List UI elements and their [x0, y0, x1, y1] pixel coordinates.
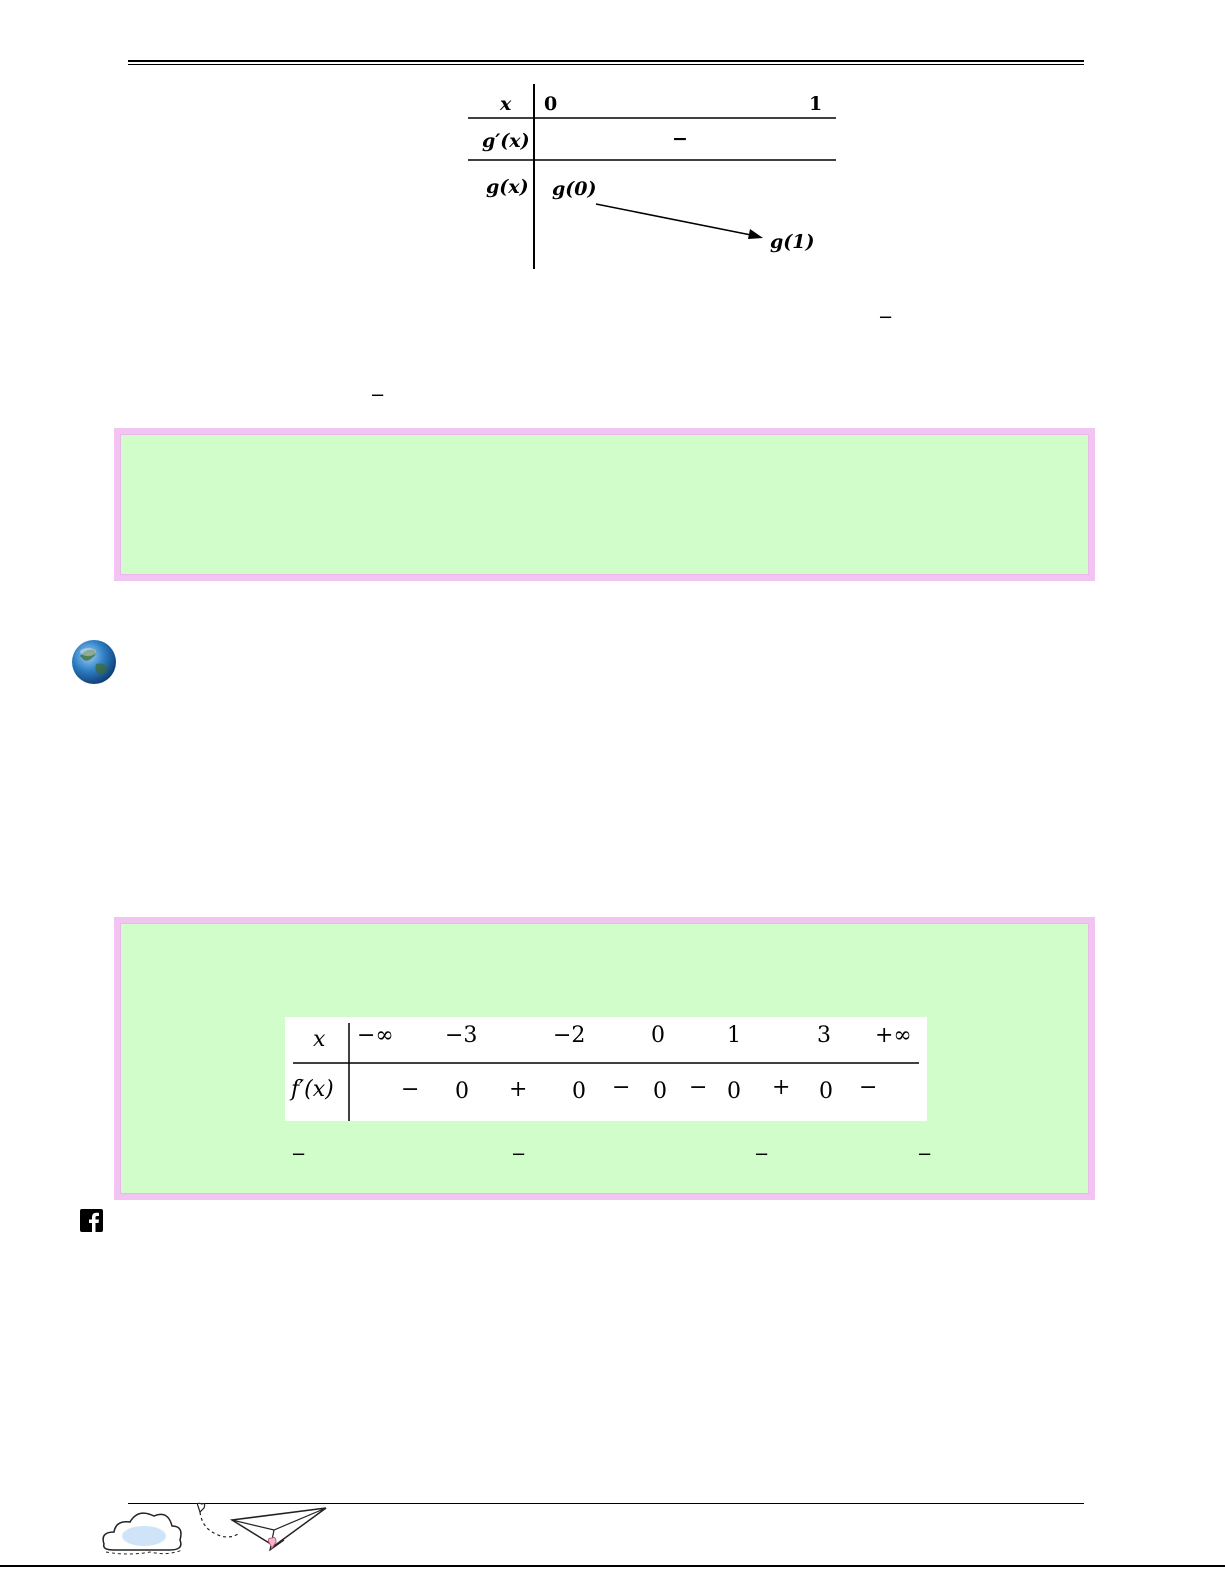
x-value: 3 — [817, 1023, 831, 1048]
sign-cell: + — [509, 1077, 528, 1102]
g-start: g(0) — [552, 178, 597, 200]
stray-dash: − — [370, 385, 386, 406]
x-value: −∞ — [357, 1023, 394, 1048]
x-value: −3 — [445, 1023, 478, 1048]
sign-cell: − — [689, 1075, 708, 1100]
arrowhead — [748, 229, 763, 239]
facebook-icon[interactable] — [80, 1209, 103, 1232]
sign-cell: 0 — [455, 1079, 469, 1104]
stray-dash: − — [754, 1144, 770, 1165]
globe-icon — [70, 638, 118, 686]
stray-dash: − — [917, 1144, 933, 1165]
x-value: 1 — [727, 1023, 741, 1048]
sign-cell: 0 — [653, 1079, 667, 1104]
sign-cell: − — [612, 1075, 631, 1100]
cloud-paper-plane-logo — [98, 1500, 334, 1560]
sign-cell: − — [859, 1075, 878, 1100]
x-end: 1 — [809, 93, 823, 115]
x-value: 0 — [651, 1023, 665, 1048]
x-start: 0 — [544, 93, 558, 115]
header-rule-thin — [128, 64, 1084, 65]
g-label: g(x) — [486, 176, 529, 198]
stray-dash: − — [511, 1144, 527, 1165]
x-label: x — [500, 93, 512, 115]
stray-dash: − — [878, 307, 894, 328]
sign-cell: − — [401, 1077, 420, 1102]
fprime-label: f′(x) — [291, 1077, 334, 1102]
g-end: g(1) — [770, 231, 815, 253]
sign-cell: 0 — [727, 1079, 741, 1104]
gprime-sign: − — [672, 128, 688, 150]
highlight-box — [114, 428, 1095, 581]
sign-cell: 0 — [819, 1079, 833, 1104]
x-value: +∞ — [875, 1023, 912, 1048]
x-value: −2 — [553, 1023, 586, 1048]
sign-cell: + — [772, 1075, 791, 1100]
x-label: x — [313, 1027, 326, 1052]
sign-table-fprime — [285, 1017, 927, 1121]
header-rule — [128, 60, 1084, 62]
gprime-label: g′(x) — [482, 130, 530, 152]
decreasing-arrow — [596, 204, 756, 236]
sign-cell: 0 — [572, 1079, 586, 1104]
page-bottom-rule — [0, 1565, 1225, 1567]
variation-table-g — [466, 84, 838, 272]
stray-dash: − — [291, 1144, 307, 1165]
